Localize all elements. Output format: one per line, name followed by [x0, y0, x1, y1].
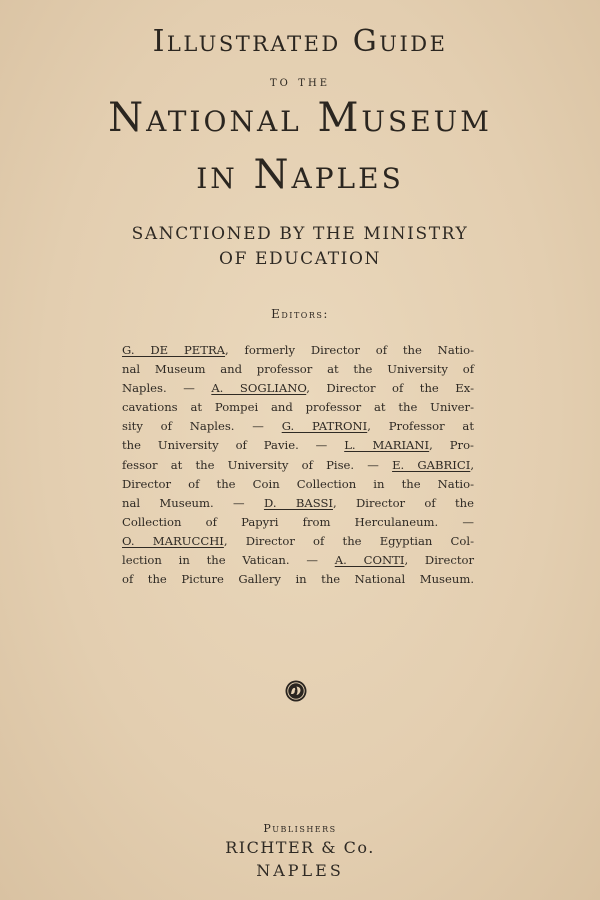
editor-description: , Professor at — [367, 419, 475, 434]
editors-text-line — [122, 379, 474, 398]
editors-text-line — [122, 570, 474, 589]
editor-description: the University of Pavie. — — [122, 438, 345, 453]
title-line-national-museum: National Museum — [108, 95, 492, 141]
title-line-illustrated-guide: Illustrated Guide — [152, 24, 448, 59]
editors-text-line — [122, 436, 474, 455]
editor-name: A. SOGLIANO — [211, 381, 307, 396]
editors-text-line — [122, 494, 474, 513]
editor-description: , Director of the — [333, 495, 474, 510]
publisher-city: NAPLES — [256, 861, 344, 880]
editors-text-line — [122, 398, 474, 417]
editors-heading: Editors: — [271, 307, 329, 321]
editor-description: nal Museum and professor at the University of — [122, 362, 474, 377]
editor-description: Collection of Papyri from Herculaneum. — — [122, 514, 474, 529]
editor-description: , Director of the Egyptian Col- — [223, 533, 474, 548]
editor-description: Naples. — — [122, 381, 212, 396]
sanction-line-1: SANCTIONED BY THE MINISTRY — [131, 224, 469, 244]
editor-name: L. MARIANI — [344, 438, 430, 453]
editors-text-line — [122, 551, 474, 570]
editor-name: O. MARUCCHI — [122, 533, 224, 548]
editors-list — [122, 341, 474, 589]
editor-name: E. GABRICI — [392, 457, 471, 472]
editor-description: , Director — [404, 553, 474, 568]
editors-text-line — [122, 513, 474, 532]
editor-description: Director of the Coin Collection in the Natio- — [122, 476, 474, 491]
editors-text-line — [122, 341, 474, 360]
editor-name: G. DE PETRA — [122, 343, 226, 357]
editors-text-line — [122, 456, 474, 475]
editors-text-line — [122, 532, 474, 551]
editors-text-line — [122, 417, 474, 436]
editor-description: nal Museum. — — [122, 495, 264, 510]
editor-description: lection in the Vatican. — — [122, 553, 335, 568]
editor-description: of the Picture Gallery in the National Museum. — [122, 572, 474, 587]
sanction-line-2: OF EDUCATION — [219, 249, 381, 269]
editor-name: D. BASSI — [263, 495, 333, 510]
editor-description: sity of Naples. — — [122, 419, 282, 434]
editors-text-line — [122, 475, 474, 494]
editor-name: G. PATRONI — [281, 419, 368, 434]
editor-description: cavations at Pompei and professor at the Univer- — [122, 400, 474, 415]
editor-description: , Director of the Ex- — [306, 381, 475, 396]
publisher-name: RICHTER & Co. — [225, 838, 375, 857]
editor-name: A. CONTI — [334, 553, 405, 568]
editor-description: , Pro- — [429, 438, 474, 453]
editors-text-line — [122, 360, 474, 379]
title-line-to-the: to the — [269, 74, 330, 90]
printer-device-icon — [284, 679, 308, 703]
title-line-in-naples: in Naples — [196, 152, 404, 198]
editor-description: , — [470, 457, 474, 472]
editor-description: fessor at the University of Pise. — — [122, 457, 393, 472]
editor-description: , formerly Director of the Natio- — [225, 343, 474, 357]
publishers-heading: Publishers — [263, 822, 337, 835]
